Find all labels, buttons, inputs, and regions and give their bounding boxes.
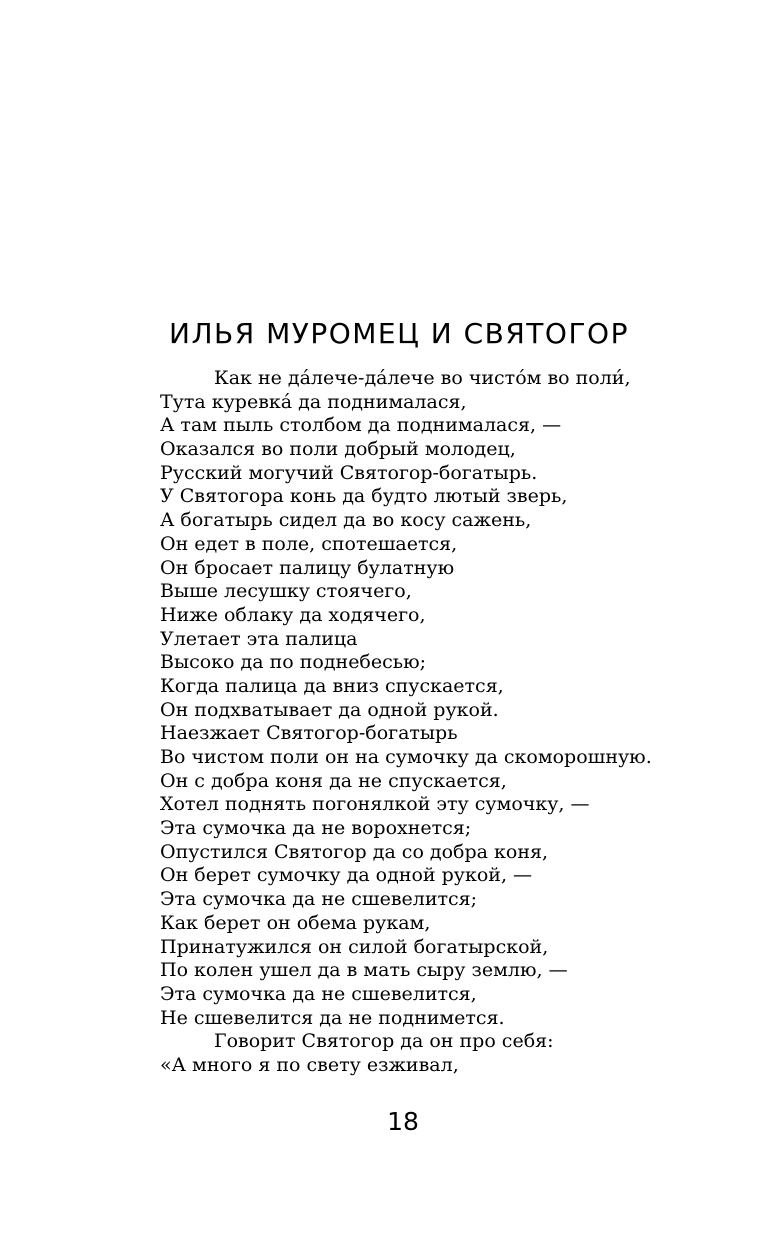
poem-line: Принатужился он силой богатырской,	[160, 935, 549, 958]
poem-line: Он берет сумочку да одной рукой, —	[160, 864, 533, 887]
poem-line: Русский могучий Святогор-богатырь.	[160, 461, 538, 484]
poem-line: Оказался во поли добрый молодец,	[160, 438, 516, 461]
poem-line: Выше лесушку стоячего,	[160, 580, 412, 603]
poem-line: Эта сумочка да не сшевелится;	[160, 888, 478, 911]
page-number: 18	[387, 1107, 419, 1136]
poem-line: Эта сумочка да не ворохнется;	[160, 817, 472, 840]
poem-line: Он подхватывает да одной рукой.	[160, 698, 499, 721]
poem-line: Тута куревка́ да поднималася,	[160, 390, 467, 413]
poem-line: Он едет в поле, спотешается,	[160, 532, 458, 555]
poem-line: Хотел поднять погонялкой эту сумочку, —	[160, 793, 590, 816]
poem-line: Опустился Святогор да со добра коня,	[160, 840, 549, 863]
poem-line: Как не да́лече-да́лече во чисто́м во поли́,	[214, 367, 631, 389]
poem-line: Ниже облаку да ходячего,	[160, 603, 426, 626]
poem-line: А богатырь сидел да во косу сажень,	[160, 509, 532, 532]
poem-line: Высоко да по поднебесью;	[160, 651, 427, 674]
poem-line: «А много я по свету езживал,	[160, 1053, 459, 1076]
poem-line: А там пыль столбом да поднималася, —	[160, 414, 562, 437]
poem-line: По колен ушел да в мать сыру землю, —	[160, 959, 568, 982]
poem-line: Он с добра коня да не спускается,	[160, 769, 507, 792]
poem-title: ИЛЬЯ МУРОМЕЦ И СВЯТОГОР	[169, 317, 629, 350]
poem-line: Наезжает Святогор-богатырь	[160, 722, 458, 745]
poem-body	[160, 367, 760, 1078]
poem-line: Эта сумочка да не сшевелится,	[160, 982, 477, 1005]
poem-line: У Святогора конь да будто лютый зверь,	[160, 485, 568, 508]
poem-line: Говорит Святогор да он про себя:	[214, 1030, 554, 1053]
poem-line: Во чистом поли он на сумочку да скоморошную.	[160, 746, 652, 768]
poem-line: Не сшевелится да не поднимется.	[160, 1006, 505, 1029]
poem-line: Улетает эта палица	[160, 627, 358, 650]
poem-line: Он бросает палицу булатную	[160, 556, 455, 579]
poem-line: Когда палица да вниз спускается,	[160, 674, 504, 697]
poem-line: Как берет он обема рукам,	[160, 911, 431, 934]
